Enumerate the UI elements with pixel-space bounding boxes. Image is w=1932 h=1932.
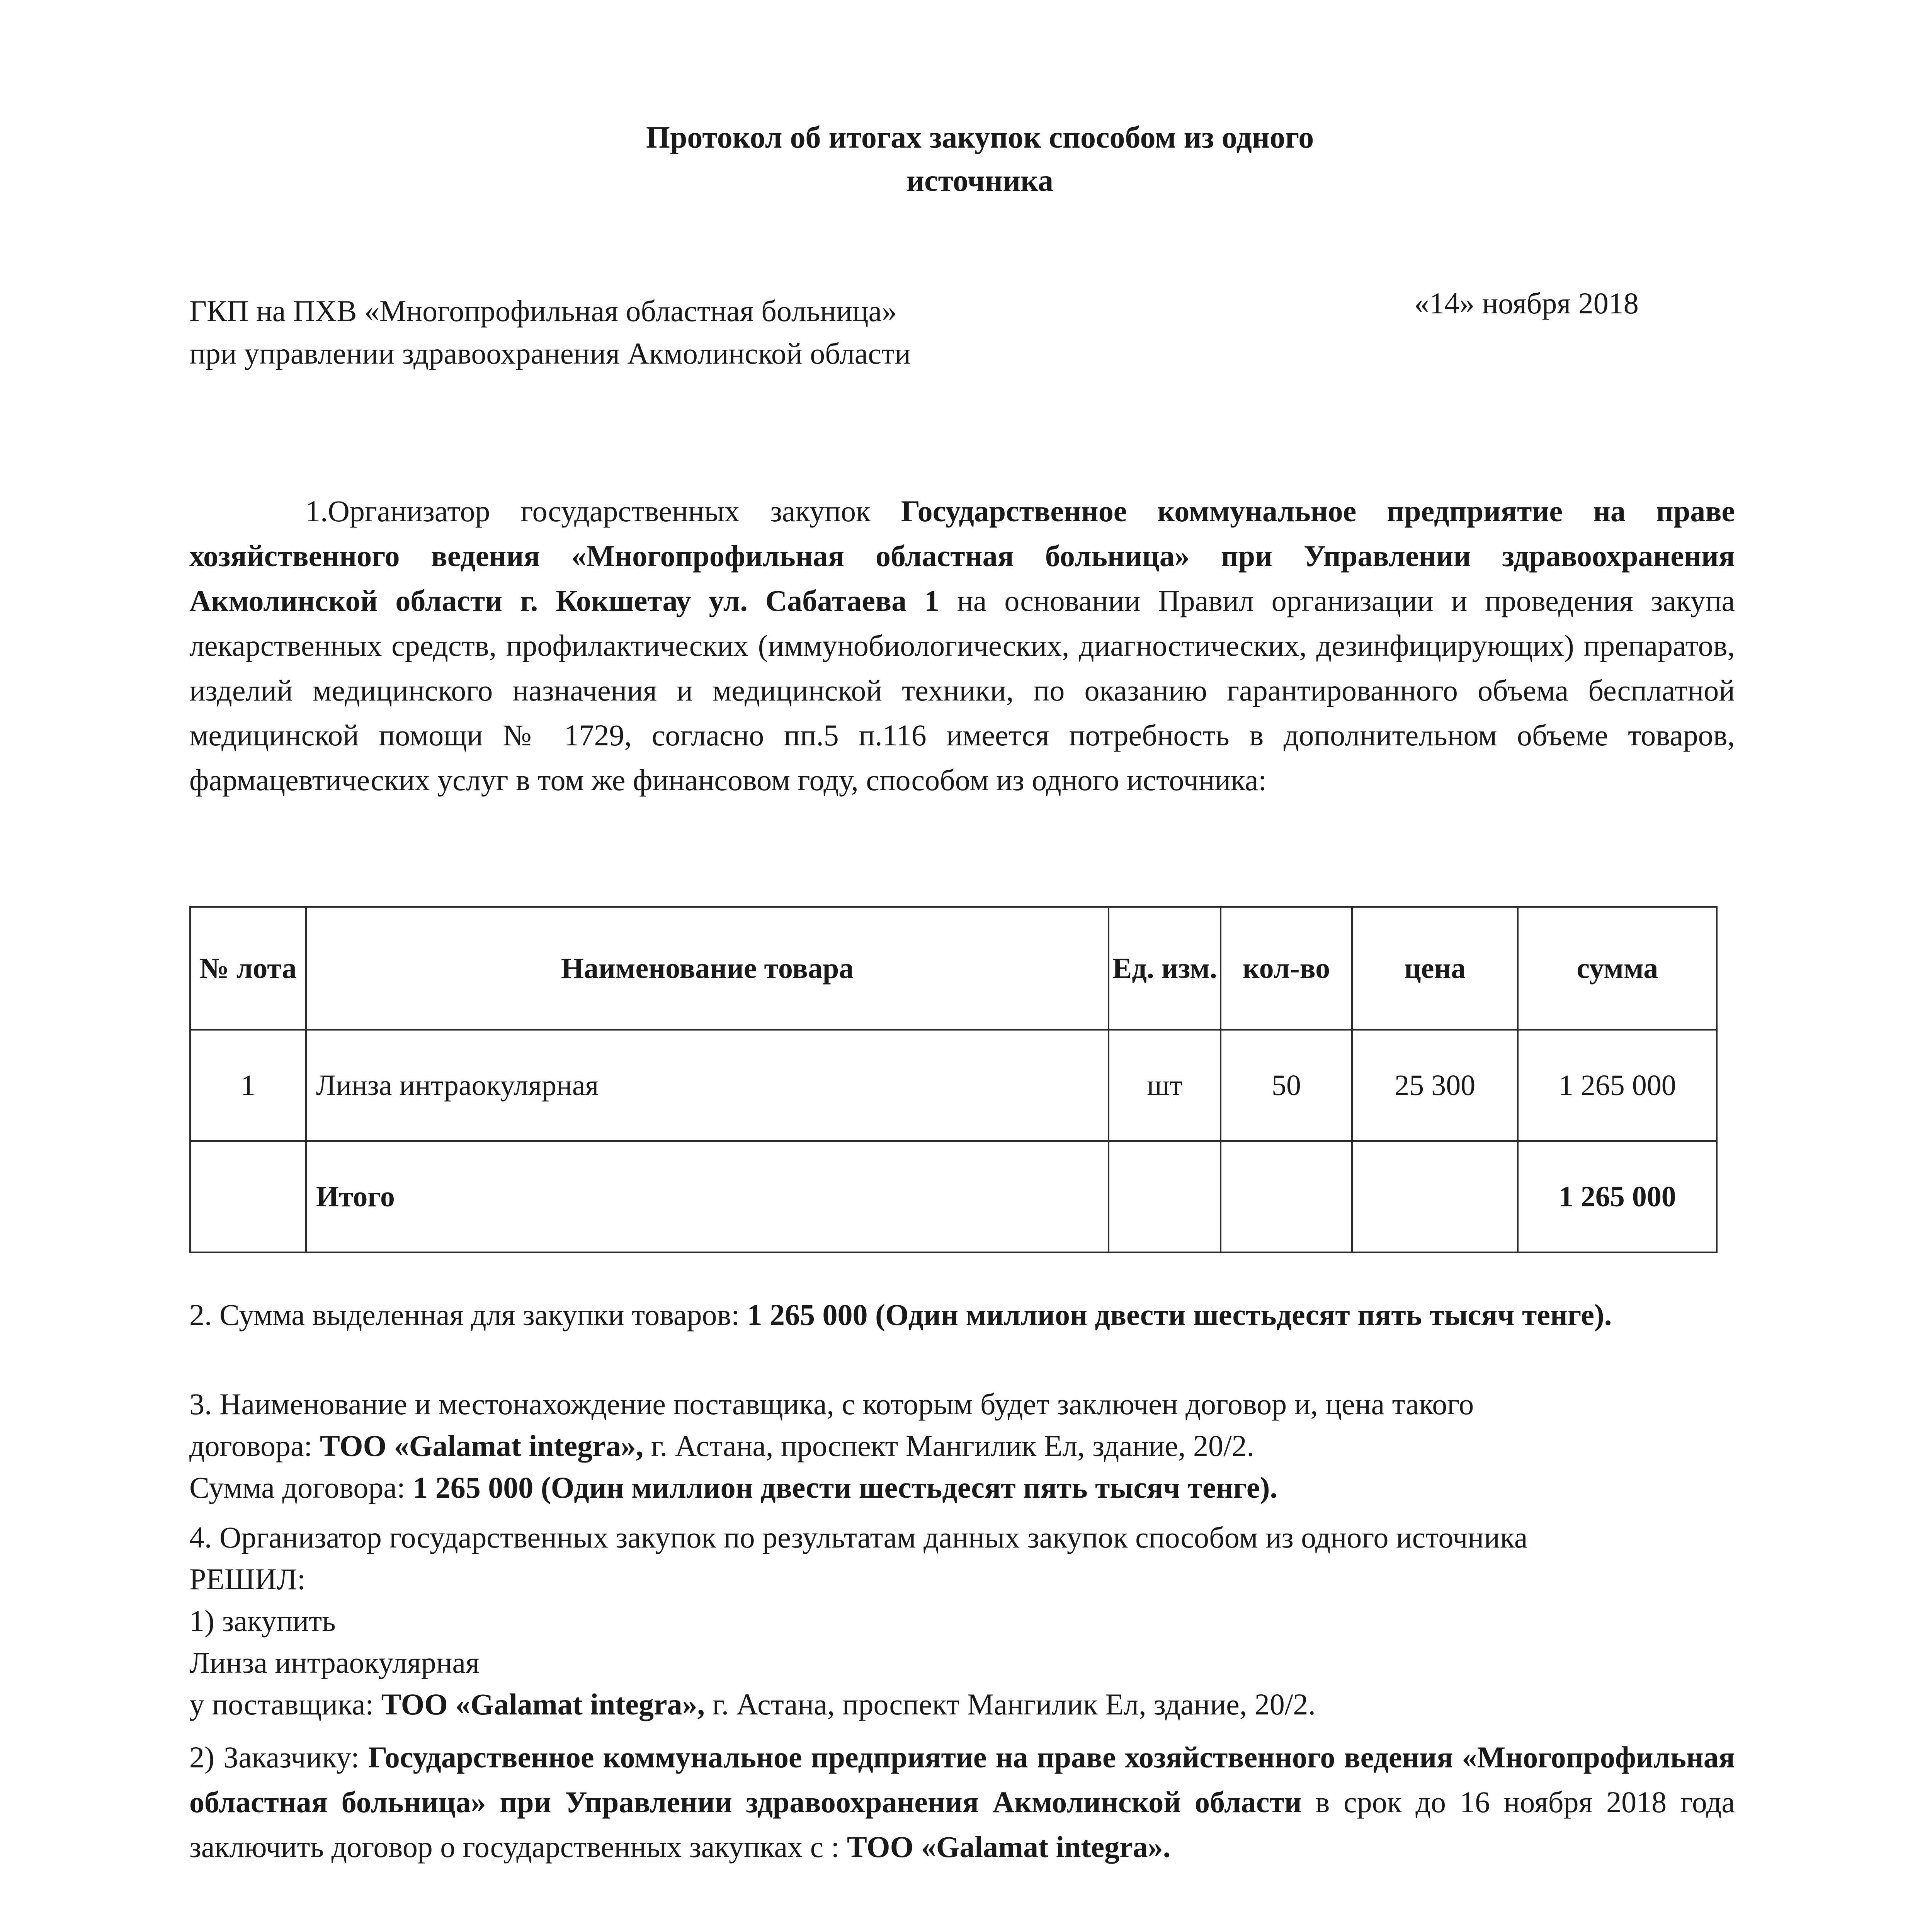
table-row bbox=[190, 1030, 1717, 1141]
header-lot-no: № лота bbox=[190, 907, 306, 1030]
table-header-row bbox=[190, 907, 1717, 1030]
cell-sum: 1 265 000 bbox=[1518, 1030, 1717, 1141]
paragraph-4: 4. Организатор государственных закупок по результатам данных закупок способом из одного источника РЕШИЛ: 1) закупить Линза интраокулярная у поставщика: ТОО «Galamat integra», г. Астана, проспект Мангилик Ел, здание, 20/2. bbox=[189, 1520, 1528, 1721]
cell-qty: 50 bbox=[1221, 1030, 1352, 1141]
organization-name: ГКП на ПХВ «Многопрофильная областная больница» при управлении здравоохранения Акмолинской области bbox=[189, 294, 911, 370]
paragraph-3: 3. Наименование и местонахождение поставщика, с которым будет заключен договор и, цена такого договора: ТОО «Galamat integra», г. Астана, проспект Мангилик Ел, здание, 20/2. Сумма договора: 1 265 000 (Один миллион двести шестьдесят пять тысяч тенге). bbox=[189, 1387, 1474, 1504]
paragraph-2: 2. Сумма выделенная для закупки товаров: 1 265 000 (Один миллион двести шестьдесят пять тысяч тенге). bbox=[189, 1298, 1612, 1332]
document-title: Протокол об итогах закупок способом из одного источника bbox=[646, 121, 1314, 198]
cell-price: 25 300 bbox=[1352, 1030, 1518, 1141]
paragraph-5: 2) Заказчику: Государственное коммунальное предприятие на праве хозяйственного ведения «Многопрофильная областная больница» при Управлении здравоохранения Акмолинской области в срок до 16 ноября 2018 года заключить договор о государственных закупках с : ТОО «Galamat integra». bbox=[189, 1740, 1735, 1864]
total-label: Итого bbox=[306, 1141, 1109, 1252]
table-total-row bbox=[190, 1141, 1717, 1252]
total-sum: 1 265 000 bbox=[1518, 1141, 1717, 1252]
cell-unit: шт bbox=[1109, 1030, 1221, 1141]
goods-table bbox=[189, 906, 1718, 1253]
cell-lot-no: 1 bbox=[190, 1030, 306, 1141]
header-qty: кол-во bbox=[1221, 907, 1352, 1030]
document-date: «14» ноября 2018 bbox=[1414, 286, 1639, 320]
header-name: Наименование товара bbox=[306, 907, 1109, 1030]
header-sum: сумма bbox=[1518, 907, 1717, 1030]
header-price: цена bbox=[1352, 907, 1518, 1030]
cell-name: Линза интраокулярная bbox=[306, 1030, 1109, 1141]
paragraph-1: 1.Организатор государственных закупок Государственное коммунальное предприятие на праве хозяйственного ведения «Многопрофильная областная больница» при Управлении здравоохранения Акмолинской области г. Кокшетау ул. Сабатаева 1 на основании Правил организации и проведения закупа лекарственных средств, профилактических (иммунобиологических, диагностических, дезинфицирующих) препаратов, изделий медицинского назначения и медицинской техники, по оказанию гарантированного объема бесплатной медицинской помощи № 1729, согласно пп.5 п.116 имеется потребность в дополнительном объеме товаров, фармацевтических услуг в том же финансовом году, способом из одного источника: bbox=[189, 494, 1735, 797]
header-unit: Ед. изм. bbox=[1109, 907, 1221, 1030]
